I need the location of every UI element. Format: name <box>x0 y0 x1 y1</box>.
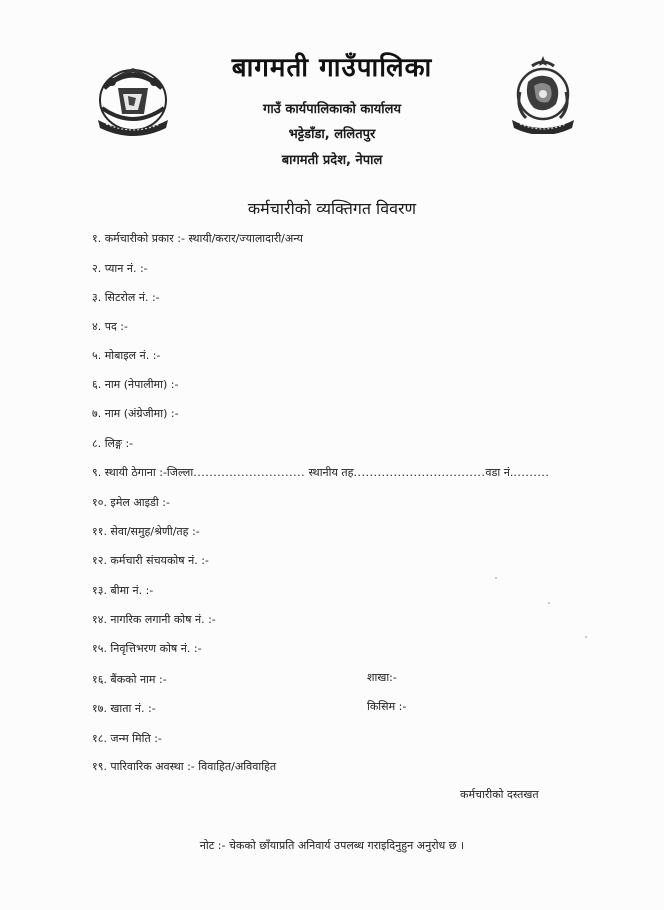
field-name-nepali: ६. नाम (नेपालीमा) :- <box>92 378 179 391</box>
address-ward-label: वडा नं. <box>485 466 514 479</box>
scan-speck <box>495 577 497 579</box>
field-date-of-birth: १८. जन्म मिति :- <box>92 732 162 745</box>
field-email: १०. इमेल आइडी :- <box>92 496 170 509</box>
district-blank: ............................ <box>193 466 306 479</box>
address-district-label: ९. स्थायी ठेगाना :-जिल्ला <box>92 466 194 479</box>
employee-signature-label: कर्मचारीको दस्तखत <box>460 788 539 801</box>
address-local-level-label: स्थानीय तह <box>308 466 354 479</box>
field-mobile-number: ५. मोबाइल नं. :- <box>92 349 161 362</box>
field-marital-status: १९. पारिवारिक अवस्था :- विवाहित/अविवाहित <box>92 760 277 773</box>
form-title: कर्मचारीको व्यक्तिगत विवरण <box>247 199 417 218</box>
scan-speck <box>548 602 550 604</box>
office-province: बागमती प्रदेश, नेपाल <box>281 153 383 168</box>
footer-note: नोट :- चेकको छाँयाप्रति अनिवार्य उपलब्ध गराइदिनुहुन अनुरोध छ । <box>199 839 465 852</box>
field-employee-type: १. कर्मचारीको प्रकार :- स्थायी/करार/ज्यालादारी/अन्य <box>92 232 303 245</box>
local-level-blank: ................................. <box>353 466 486 479</box>
field-position: ४. पद :- <box>92 320 128 333</box>
field-gender: ८. लिङ्ग :- <box>92 437 134 450</box>
municipality-title: बागमती गाउँपालिका <box>231 53 433 83</box>
field-service-group: ११. सेवा/समुह/श्रेणी/तह :- <box>92 525 200 538</box>
field-insurance-number: १३. बीमा नं. :- <box>92 584 154 597</box>
field-name-english: ७. नाम (अंग्रेजीमा) :- <box>92 407 179 420</box>
field-bank-name: १६. बैंकको नाम :- <box>92 673 167 686</box>
field-sheet-roll-number: ३. सिटरोल नं. :- <box>92 291 160 304</box>
ward-blank: ......... <box>513 466 550 479</box>
field-account-type: किसिम :- <box>367 700 407 713</box>
field-bank-branch: शाखा:- <box>367 671 397 684</box>
field-pan-number: २. प्यान नं. :- <box>92 262 148 275</box>
field-citizen-investment-fund: १४. नागरिक लगानी कोष नं. :- <box>92 613 216 626</box>
office-name: गाउँ कार्यपालिकाको कार्यालय <box>263 102 401 117</box>
field-permanent-address <box>92 465 549 480</box>
scan-speck <box>585 636 587 638</box>
office-address: भट्टेडाँडा, ललितपुर <box>288 127 376 142</box>
field-pension-fund: १५. निवृत्तिभरण कोष नं. :- <box>92 642 202 655</box>
field-provident-fund: १२. कर्मचारी संचयकोष नं. :- <box>92 554 209 567</box>
field-account-number: १७. खाता नं. :- <box>92 702 156 715</box>
